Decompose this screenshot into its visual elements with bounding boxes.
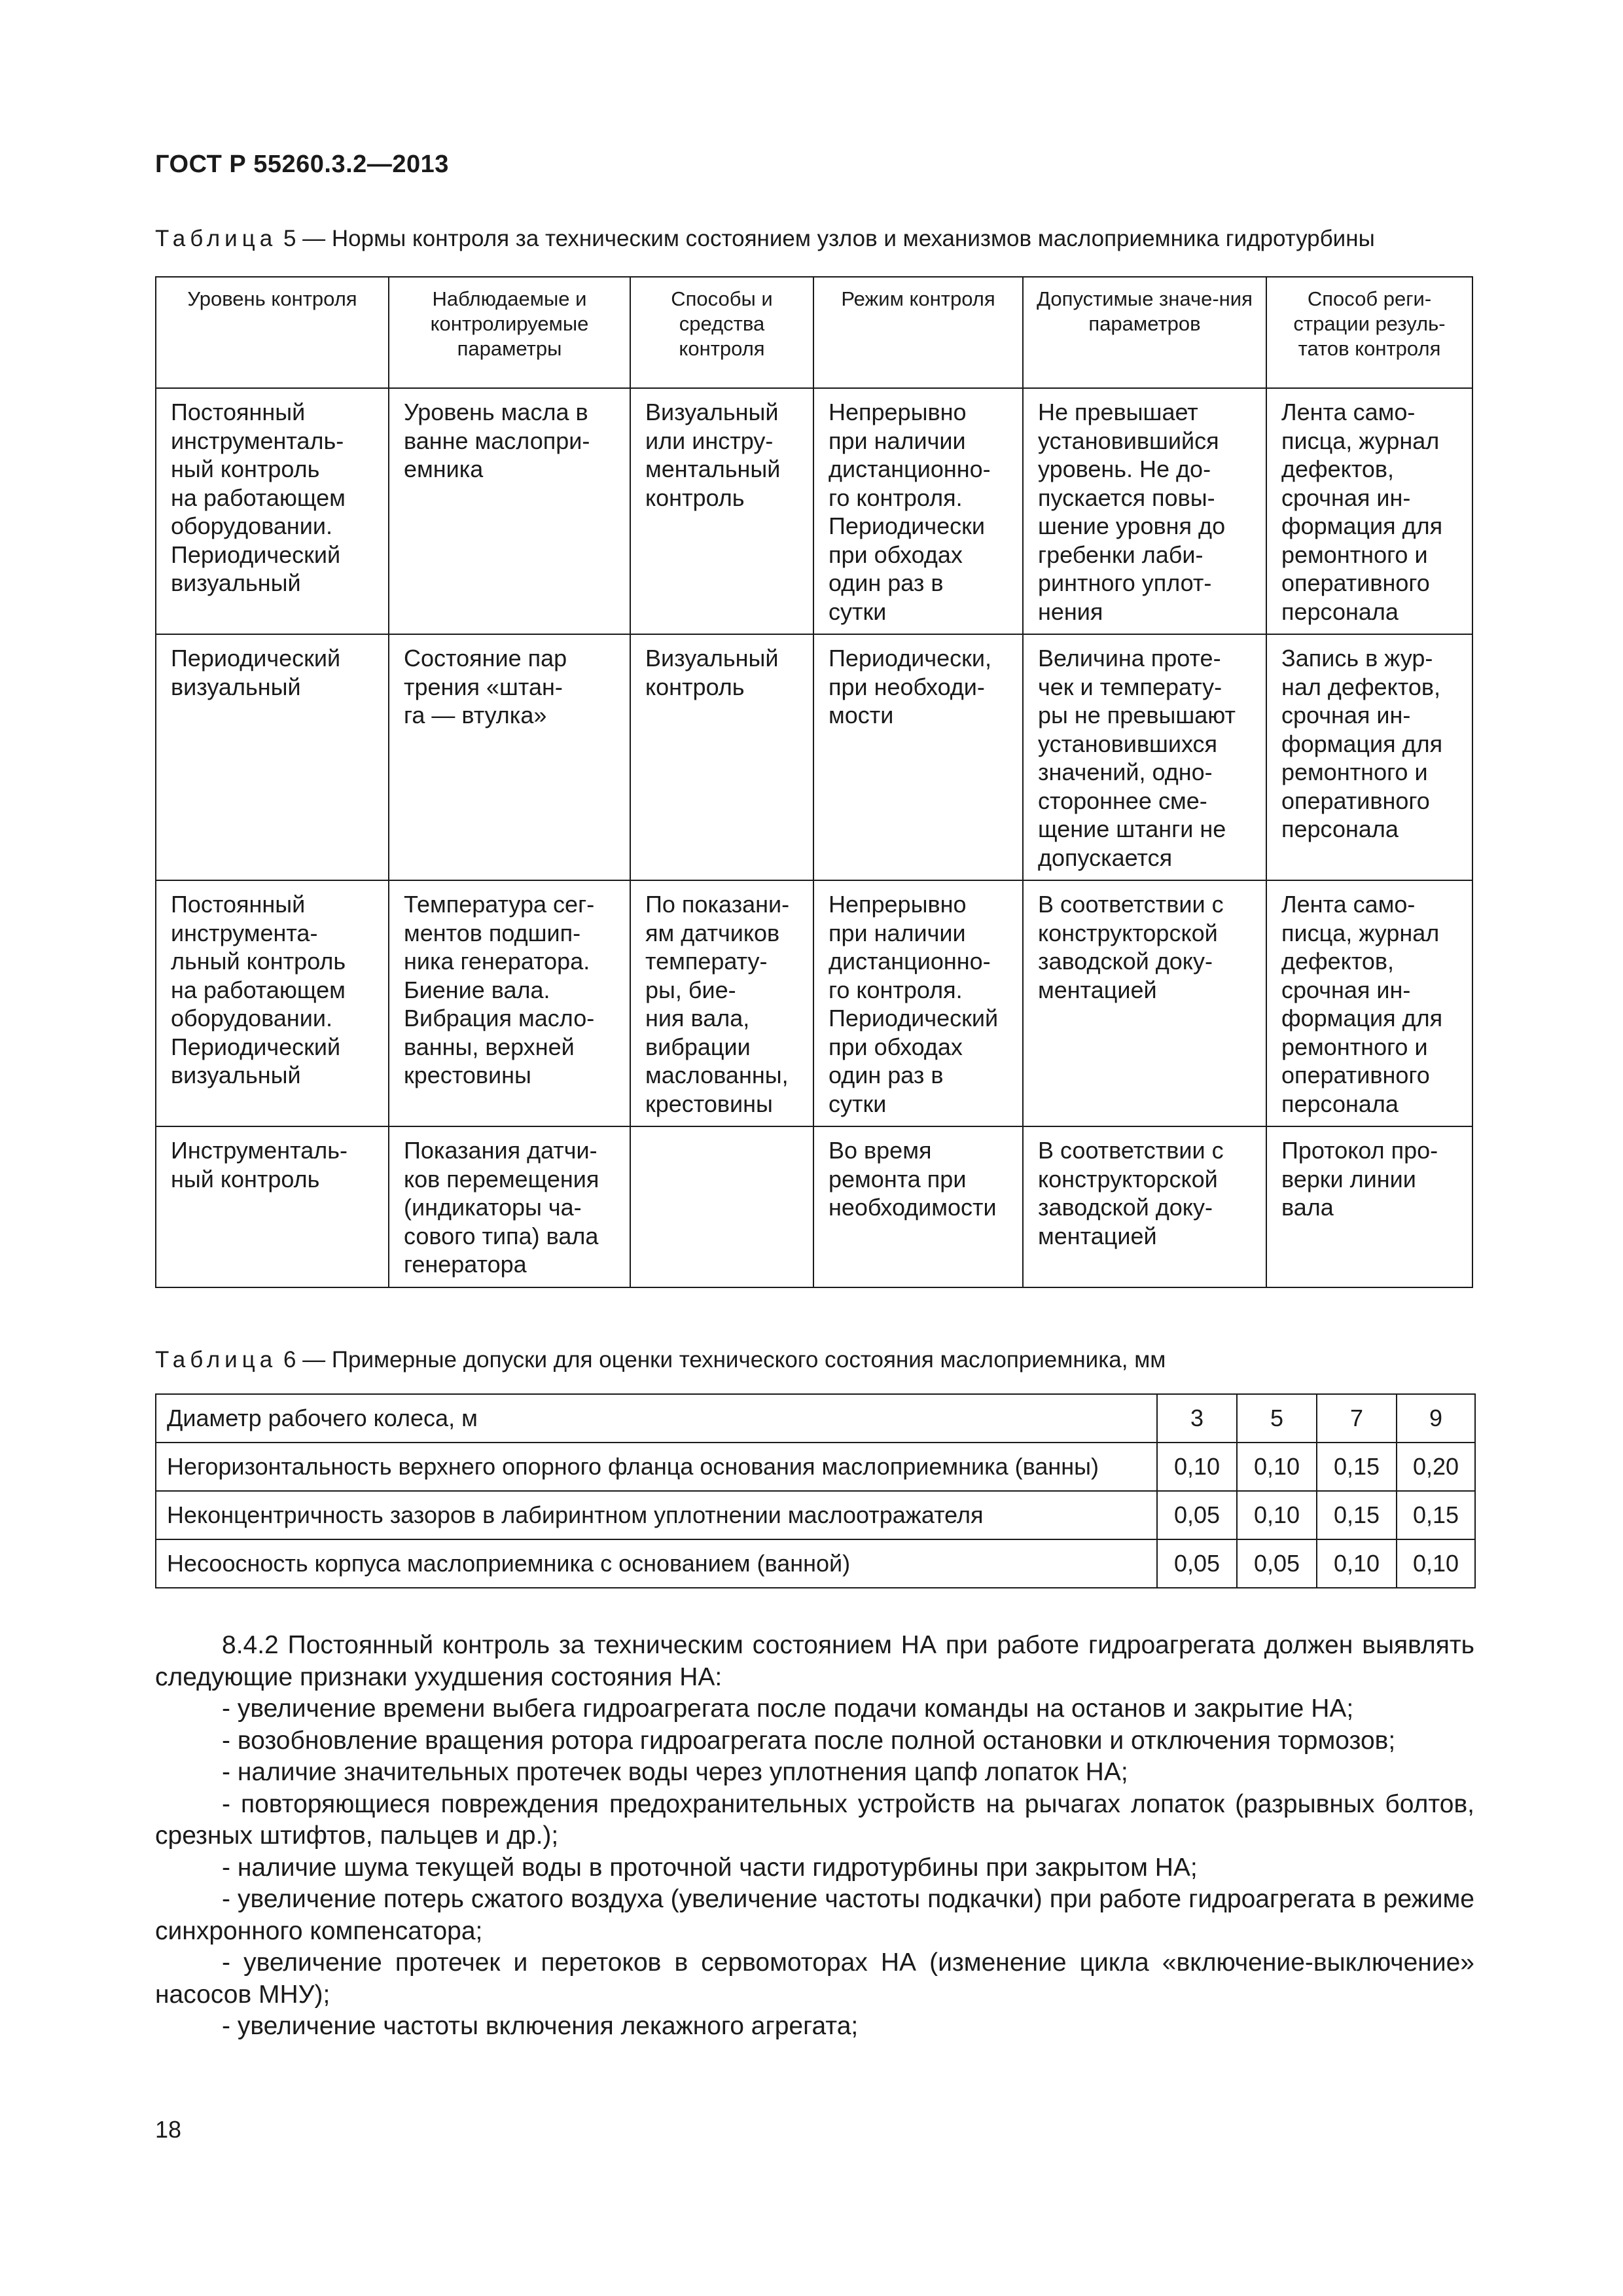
list-item: - увеличение протечек и перетоков в сервомоторах НА (изменение цикла «включение-выключение» насосов МНУ); bbox=[155, 1948, 1474, 2009]
table-cell: Визуальный контроль bbox=[630, 634, 813, 880]
page-number: 18 bbox=[155, 2116, 182, 2143]
table-cell: 5 bbox=[1237, 1394, 1317, 1443]
table5-header-cell: Уровень контроля bbox=[156, 277, 389, 388]
table-cell: Во время ремонта при необходимости bbox=[813, 1126, 1023, 1287]
table6-caption-prefix: Таблица bbox=[155, 1347, 277, 1372]
table5-header-row bbox=[156, 277, 1472, 388]
table-row bbox=[156, 1491, 1475, 1539]
table-cell: Лента само- писца, журнал дефектов, срочная ин- формация для ремонтного и оперативного персонала bbox=[1266, 388, 1472, 634]
table-row-label: Диаметр рабочего колеса, м bbox=[156, 1394, 1157, 1443]
paragraph-8-4-2: 8.4.2 Постоянный контроль за техническим состоянием НА при работе гидроагрегата должен выявлять следующие признаки ухудшения состояния НА: bbox=[155, 1631, 1474, 1691]
table-row-label: Несоосность корпуса маслоприемника с основанием (ванной) bbox=[156, 1539, 1157, 1588]
table-cell: Непрерывно при наличии дистанционно- го контроля. Периодический при обходах один раз в сутки bbox=[813, 880, 1023, 1126]
table-cell: 0,15 bbox=[1317, 1491, 1397, 1539]
table-cell: 3 bbox=[1157, 1394, 1237, 1443]
table-cell: В соответствии с конструкторской заводской доку- ментацией bbox=[1023, 880, 1266, 1126]
list-item: - увеличение потерь сжатого воздуха (увеличение частоты подкачки) при работе гидроагрегата в режиме синхронного компенсатора; bbox=[155, 1885, 1474, 1945]
table-cell: 0,15 bbox=[1317, 1443, 1397, 1491]
table5-caption-prefix: Таблица bbox=[155, 226, 277, 251]
table-cell: Не превышает установившийся уровень. Не до- пускается повы- шение уровня до гребенки лаби- ринтного уплот- нения bbox=[1023, 388, 1266, 634]
table-cell: Величина проте- чек и температу- ры не превышают установившихся значений, одно- стороннее сме- щение штанги не допускается bbox=[1023, 634, 1266, 880]
table-row bbox=[156, 634, 1472, 880]
list-item: - наличие шума текущей воды в проточной части гидротурбины при закрытом НА; bbox=[222, 1853, 1198, 1882]
list-item: - увеличение времени выбега гидроагрегата после подачи команды на останов и закрытие НА; bbox=[222, 1695, 1354, 1723]
table-cell: Уровень масла в ванне маслопри- емника bbox=[389, 388, 630, 634]
table-cell: 0,20 bbox=[1397, 1443, 1475, 1491]
table6-caption-text: 6 — Примерные допуски для оценки технического состояния маслоприемника, мм bbox=[277, 1347, 1166, 1372]
table-cell: Показания датчи- ков перемещения (индикаторы ча- сового типа) вала генератора bbox=[389, 1126, 630, 1287]
table-cell: Визуальный или инстру- ментальный контроль bbox=[630, 388, 813, 634]
table-cell: 0,10 bbox=[1157, 1443, 1237, 1491]
table5-header-cell: Допустимые значе-ния параметров bbox=[1023, 277, 1266, 388]
table-row-label: Неконцентричность зазоров в лабиринтном уплотнении маслоотражателя bbox=[156, 1491, 1157, 1539]
list-item: - повторяющиеся повреждения предохранительных устройств на рычагах лопаток (разрывных болтов, срезных штифтов, пальцев и др.); bbox=[155, 1789, 1474, 1850]
table-row bbox=[156, 880, 1472, 1126]
table5-header-cell: Способы и средства контроля bbox=[630, 277, 813, 388]
table-cell: В соответствии с конструкторской заводской доку- ментацией bbox=[1023, 1126, 1266, 1287]
table-row bbox=[156, 1443, 1475, 1491]
table6-caption bbox=[155, 1347, 1166, 1373]
table-cell: 0,10 bbox=[1237, 1443, 1317, 1491]
standard-designation: ГОСТ Р 55260.3.2—2013 bbox=[155, 151, 449, 178]
table-cell: Периодически, при необходи- мости bbox=[813, 634, 1023, 880]
table-cell: 0,05 bbox=[1157, 1491, 1237, 1539]
table-cell: Постоянный инструменталь- ный контроль на работающем оборудовании. Периодический визуальный bbox=[156, 388, 389, 634]
table5-caption-text: 5 — Нормы контроля за техническим состоянием узлов и механизмов маслоприемника гидротурбины bbox=[277, 226, 1375, 251]
table-cell: Лента само- писца, журнал дефектов, срочная ин- формация для ремонтного и оперативного персонала bbox=[1266, 880, 1472, 1126]
table-cell: 0,10 bbox=[1397, 1539, 1475, 1588]
table-cell: 0,15 bbox=[1397, 1491, 1475, 1539]
table-cell: 0,05 bbox=[1157, 1539, 1237, 1588]
table-row bbox=[156, 1539, 1475, 1588]
table-cell: 0,10 bbox=[1317, 1539, 1397, 1588]
table5-header-cell: Режим контроля bbox=[813, 277, 1023, 388]
table-row bbox=[156, 1126, 1472, 1287]
table-cell: Периодический визуальный bbox=[156, 634, 389, 880]
table-cell: Постоянный инструмента- льный контроль на работающем оборудовании. Периодический визуальный bbox=[156, 880, 389, 1126]
table5-header-cell: Способ реги-страции резуль-татов контроля bbox=[1266, 277, 1472, 388]
table-cell: 0,05 bbox=[1237, 1539, 1317, 1588]
table-cell: Протокол про- верки линии вала bbox=[1266, 1126, 1472, 1287]
table5 bbox=[155, 276, 1473, 1288]
table-cell bbox=[630, 1126, 813, 1287]
table-cell: 9 bbox=[1397, 1394, 1475, 1443]
table-cell: Температура сег- ментов подшип- ника генератора. Биение вала. Вибрация масло- ванны, верхней крестовины bbox=[389, 880, 630, 1126]
list-item: - увеличение частоты включения лекажного агрегата; bbox=[222, 2012, 859, 2040]
body-text bbox=[155, 1630, 1474, 2043]
table-row bbox=[156, 1394, 1475, 1443]
table-cell: По показани- ям датчиков температу- ры, бие- ния вала, вибрации маслованны, крестовины bbox=[630, 880, 813, 1126]
table-cell: Непрерывно при наличии дистанционно- го контроля. Периодически при обходах один раз в сутки bbox=[813, 388, 1023, 634]
table-cell: 7 bbox=[1317, 1394, 1397, 1443]
table5-caption bbox=[155, 226, 1375, 252]
table-row-label: Негоризонтальность верхнего опорного фланца основания маслоприемника (ванны) bbox=[156, 1443, 1157, 1491]
table-cell: Запись в жур- нал дефектов, срочная ин- формация для ремонтного и оперативного персонала bbox=[1266, 634, 1472, 880]
list-item: - наличие значительных протечек воды через уплотнения цапф лопаток НА; bbox=[222, 1758, 1128, 1786]
table-row bbox=[156, 388, 1472, 634]
list-item: - возобновление вращения ротора гидроагрегата после полной остановки и отключения тормозов; bbox=[222, 1726, 1396, 1755]
table-cell: 0,10 bbox=[1237, 1491, 1317, 1539]
table5-header-cell: Наблюдаемые и контролируемые параметры bbox=[389, 277, 630, 388]
table-cell: Инструменталь- ный контроль bbox=[156, 1126, 389, 1287]
table6 bbox=[155, 1393, 1476, 1588]
table-cell: Состояние пар трения «штан- га — втулка» bbox=[389, 634, 630, 880]
